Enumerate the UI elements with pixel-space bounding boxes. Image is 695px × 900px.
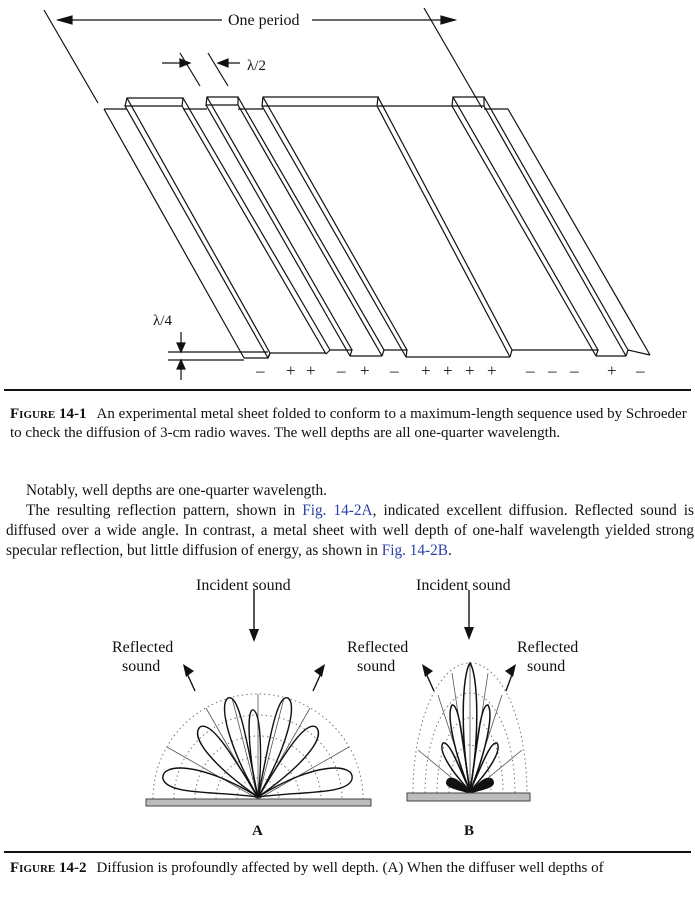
caption-label: Figure 14-2 xyxy=(10,860,87,876)
fig-14-2a-link[interactable]: Fig. 14-2A xyxy=(302,502,373,519)
figure-14-2-diagram xyxy=(0,565,695,850)
caption-label: Figure 14-1 xyxy=(10,406,87,422)
sequence-sign: – xyxy=(570,361,579,380)
sequence-sign: – xyxy=(390,361,399,380)
panel-b-reflected-left-label: Reflected xyxy=(347,639,409,656)
figure-14-2-caption xyxy=(10,859,690,878)
sequence-sign: – xyxy=(256,361,265,380)
caption-rule xyxy=(4,851,691,853)
caption-text: Diffusion is profoundly affected by well depth. (A) When the diffuser well depths of xyxy=(96,860,604,876)
fig-14-2b-link[interactable]: Fig. 14-2B xyxy=(381,542,448,559)
panel-a-label: A xyxy=(252,823,263,839)
sequence-sign: + xyxy=(360,361,370,380)
panel-a-incident-label: Incident sound xyxy=(196,577,291,594)
panel-b-reflected-left-label: sound xyxy=(357,658,396,675)
caption-text: An experimental metal sheet folded to conform to a maximum-length sequence used by Schroeder to check the diffusion of 3-cm radio waves. The well depths are all one-quarter wavelength. xyxy=(10,406,687,441)
panel-a xyxy=(146,590,371,806)
panel-b xyxy=(407,590,530,801)
paragraph-text: The resulting reflection pattern, shown in xyxy=(26,502,303,519)
sequence-sign: – xyxy=(548,361,557,380)
sequence-sign: + xyxy=(443,361,453,380)
half-wave-label: λ/2 xyxy=(247,58,266,74)
body-text xyxy=(6,481,694,561)
sequence-sign: – xyxy=(526,361,535,380)
sequence-sign: – xyxy=(636,361,645,380)
paragraph-text: . xyxy=(447,542,452,559)
sequence-sign: + xyxy=(286,361,296,380)
sequence-sign: + xyxy=(306,361,316,380)
sequence-sign: + xyxy=(487,361,497,380)
figure-14-1-diagram xyxy=(0,0,695,382)
quarter-wave-label: λ/4 xyxy=(153,313,172,329)
panel-b-incident-label: Incident sound xyxy=(416,577,511,594)
caption-rule xyxy=(4,389,691,391)
panel-b-reflected-right-label: sound xyxy=(527,658,566,675)
sequence-sign: – xyxy=(337,361,346,380)
sequence-sign: + xyxy=(421,361,431,380)
figure-14-1-caption xyxy=(10,405,690,443)
paragraph xyxy=(6,501,694,561)
sequence-sign: + xyxy=(465,361,475,380)
period-label: One period xyxy=(228,12,300,29)
paragraph: Notably, well depths are one-quarter wavelength. xyxy=(26,482,328,499)
sequence-sign: + xyxy=(607,361,617,380)
panel-a-reflected-label: sound xyxy=(122,658,161,675)
panel-b-label: B xyxy=(464,823,475,839)
panel-b-reflected-right-label: Reflected xyxy=(517,639,579,656)
paragraph-text: , indicated excellent diffusion. Reflected sound is diffused over a wide angle. In contrast, a metal sheet with well depth of one-half wavelength yielded strong specular reflection, but little diffusion of energy, as shown in xyxy=(6,502,695,559)
panel-a-reflected-label: Reflected xyxy=(112,639,174,656)
